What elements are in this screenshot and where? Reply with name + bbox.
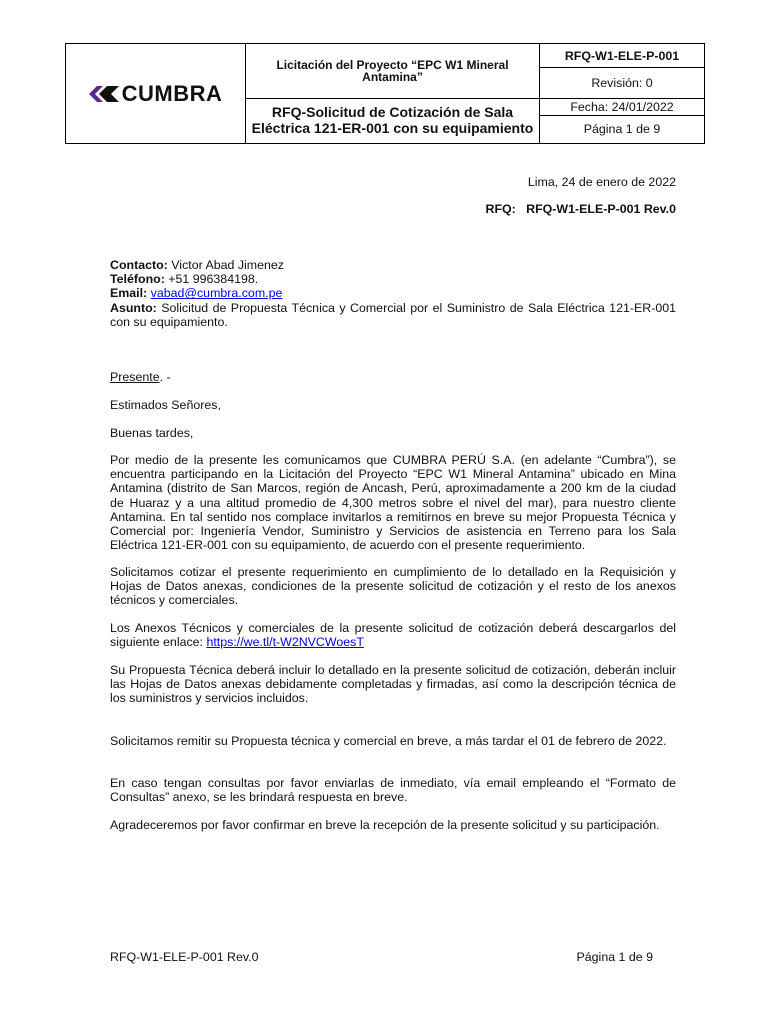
page-cell: Página 1 de 9 [540, 115, 705, 143]
date-cell: Fecha: 24/01/2022 [540, 98, 705, 115]
place-date: Lima, 24 de enero de 2022 [527, 175, 676, 189]
cumbra-logo [66, 81, 245, 107]
download-link[interactable]: https://we.tl/t-W2NVCWoesT [206, 635, 364, 650]
paragraph-2: Solicitamos cotizar el presente requerimiento en cumplimiento de lo detallado en la Requisición y Hojas de Datos anexas, condiciones de la presente solicitud de cotización y el resto de los anexos técnicos y comerciales. [110, 565, 676, 608]
logo-wordmark: CUMBRA [121, 80, 223, 106]
presente-line [110, 370, 676, 384]
rfq-reference [110, 202, 676, 216]
email-line [110, 286, 676, 300]
contact-line [110, 258, 676, 272]
paragraph-3-text: Los Anexos Técnicos y comerciales de la presente solicitud de cotización deberá descargarlos del siguiente enlace: [110, 621, 676, 650]
phone-value: +51 996384198. [164, 272, 259, 287]
phone-label: Teléfono: [110, 272, 165, 287]
greeting-1: Estimados Señores, [110, 398, 221, 412]
email-label: Email: [110, 286, 148, 301]
paragraph-7: Agradeceremos por favor confirmar en breve la recepción de la presente solicitud y su participación. [110, 818, 660, 832]
project-cell [246, 44, 540, 99]
logo-cell [66, 44, 246, 144]
rfq-title: RFQ-Solicitud de Cotización de Sala Eléctrica 121-ER-001 con su equipamiento [251, 104, 534, 136]
presente-suffix: . - [159, 370, 171, 384]
presente-text: Presente [110, 370, 160, 384]
paragraph-5: Solicitamos remitir su Propuesta técnica y comercial en breve, a más tardar el 01 de febrero de 2022. [110, 734, 667, 748]
email-link[interactable]: vabad@cumbra.com.pe [150, 286, 283, 301]
phone-line [110, 272, 676, 286]
subject-value: Solicitud de Propuesta Técnica y Comercial por el Suministro de Sala Eléctrica 121-ER-001 con su equipamiento. [110, 300, 676, 329]
contact-label: Contacto: [110, 258, 168, 272]
cumbra-mark-icon [89, 84, 119, 104]
paragraph-3 [110, 621, 676, 649]
rfq-value: RFQ-W1-ELE-P-001 Rev.0 [526, 202, 676, 216]
contact-value: Victor Abad Jimenez [167, 258, 284, 272]
paragraph-6: En caso tengan consultas por favor enviarlas de inmediato, vía email empleando el “Formato de Consultas” anexo, se les brindará respuesta en breve. [110, 776, 676, 805]
paragraph-4: Su Propuesta Técnica deberá incluir lo detallado en la presente solicitud de cotización, deberán incluir las Hojas de Datos anexas debidamente completadas y firmadas, así como la descripción técnica de los suministros y servicios incluidos. [110, 663, 676, 706]
subject-line [110, 301, 676, 329]
footer-page-number: Página 1 de 9 [576, 950, 653, 964]
greeting-2: Buenas tardes, [110, 426, 194, 440]
rfq-label: RFQ: [485, 202, 516, 216]
paragraph-1: Por medio de la presente les comunicamos que CUMBRA PERÚ S.A. (en adelante “Cumbra”), se encuentra participando en la Licitación del Proyecto “EPC W1 Mineral Antamina” ubicado en Mina Antamina (distrito de San Marcos, región de Ancash, Perú, aproximadamente a 200 km de la ciudad de Huaraz y a una altitud promedio de 4,300 metros sobre el nivel del mar), para nuestro cliente Antamina. En tal sentido nos complace invitarlos a remitirnos en breve su mejor Propuesta Técnica y Comercial por: Ingeniería Vendor, Suministro y Servicios de asistencia en Terreno para los Sala Eléctrica 121-ER-001 con su equipamiento, de acuerdo con el presente requerimiento. [110, 453, 676, 553]
footer-document-code: RFQ-W1-ELE-P-001 Rev.0 [110, 950, 259, 964]
contact-block [110, 258, 676, 329]
rfq-title-cell [246, 98, 540, 143]
revision-cell: Revisión: 0 [540, 68, 705, 98]
project-title: Licitación del Proyecto “EPC W1 Mineral Antamina” [276, 57, 509, 84]
document-header-table [65, 43, 705, 144]
document-code: RFQ-W1-ELE-P-001 [540, 44, 705, 68]
subject-label: Asunto: [110, 300, 157, 315]
